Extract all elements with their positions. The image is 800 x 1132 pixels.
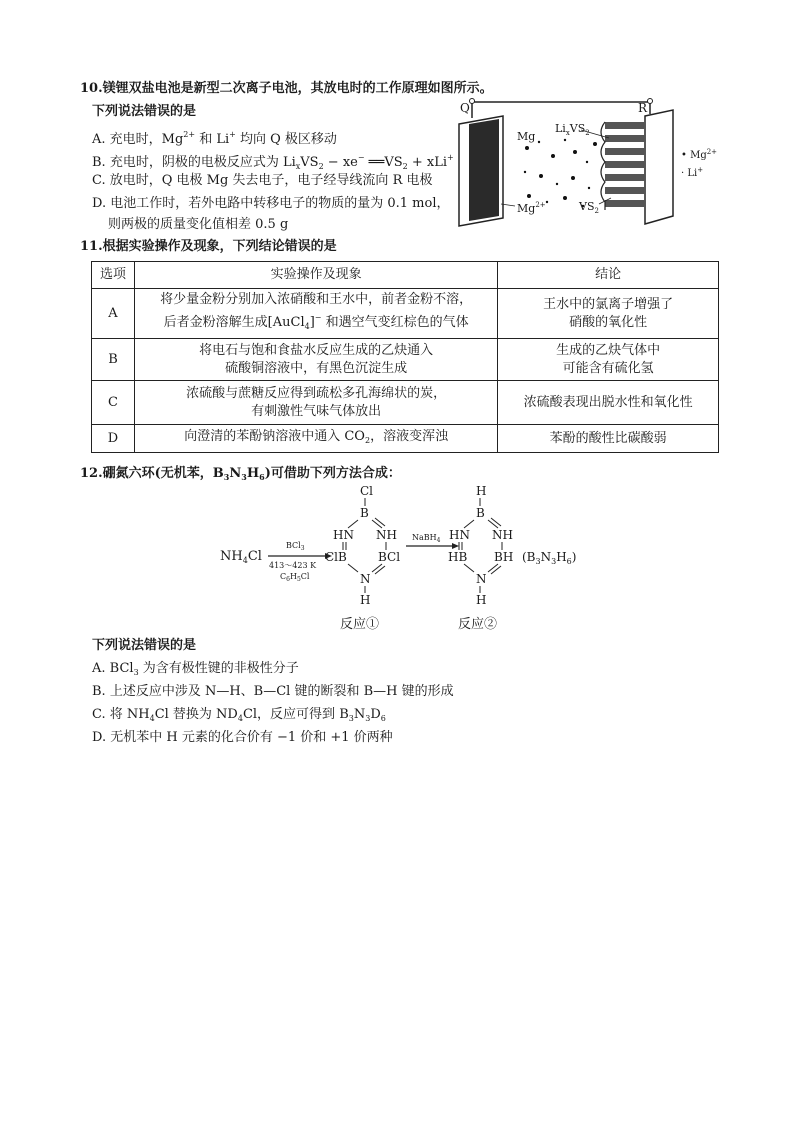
q-label: Q bbox=[460, 101, 470, 115]
q12-stem: 12.硼氮六环(无机苯，$B_3N_3H_6$)可借助下列方法合成： bbox=[80, 466, 401, 482]
row-operation: 向澄清的苯酚钠溶液中通入 $CO_2$，溶液变浑浊 bbox=[134, 425, 497, 453]
svg-text:H: H bbox=[476, 593, 487, 607]
q12-prompt: 下列说法错误的是 bbox=[92, 638, 197, 653]
synthesis-scheme bbox=[210, 482, 590, 632]
row-option: D bbox=[92, 425, 135, 453]
q12-option-c: C. 将 $NH_4Cl$ 替换为 $ND_4Cl$，反应可得到 $B_3N_3D_6$ bbox=[92, 707, 386, 723]
header-option: 选项 bbox=[92, 262, 135, 289]
reagent-nabh4: NaBH$_4$ bbox=[412, 533, 441, 544]
r-terminal bbox=[648, 99, 653, 104]
row-option: B bbox=[92, 339, 135, 381]
row-conclusion: 王水中的氯离子增强了 硝酸的氧化性 bbox=[498, 289, 719, 339]
ring1-trichloroborazine bbox=[325, 484, 400, 607]
row-operation: 将电石与饱和食盐水反应生成的乙炔通入 硫酸铜溶液中，有黑色沉淀生成 bbox=[134, 339, 497, 381]
lixvs2-label: $Li_xVS_2$ bbox=[555, 122, 590, 137]
vs2-layers bbox=[601, 122, 645, 210]
reagent-bcl3: BCl$_3$ bbox=[286, 541, 305, 552]
q12-option-a: A. BCl$_3$ 为含有极性键的非极性分子 bbox=[92, 661, 299, 677]
svg-text:Cl: Cl bbox=[360, 484, 374, 498]
reaction2-label: 反应② bbox=[458, 617, 498, 632]
legend-li: · Li+ bbox=[681, 166, 704, 179]
row-conclusion: 生成的乙炔气体中 可能含有硫化氢 bbox=[498, 339, 719, 381]
svg-text:HB: HB bbox=[448, 550, 468, 564]
row-operation: 将少量金粉分别加入浓硝酸和王水中，前者金粉不溶， 后者金粉溶解生成[AuCl$_4$]− 和遇空气变红棕色的气体 bbox=[134, 289, 497, 339]
svg-text:H: H bbox=[360, 593, 371, 607]
q11-stem: 11.根据实验操作及现象，下列结论错误的是 bbox=[80, 239, 337, 254]
row-operation: 浓硫酸与蔗糖反应得到疏松多孔海绵状的炭， 有刺激性气味气体放出 bbox=[134, 381, 497, 425]
svg-text:H: H bbox=[476, 484, 487, 498]
svg-text:NH: NH bbox=[376, 528, 397, 542]
mg2-bottom-label: $Mg^{2+}$ bbox=[517, 201, 546, 215]
header-conclusion: 结论 bbox=[498, 262, 719, 289]
reagent-temperature: 413～423 K bbox=[269, 561, 317, 570]
q10-prompt: 下列说法错误的是 bbox=[92, 104, 197, 119]
row-conclusion: 苯酚的酸性比碳酸弱 bbox=[498, 425, 719, 453]
svg-text:B: B bbox=[476, 506, 485, 520]
legend-mg: • $Mg^{2+}$ bbox=[681, 148, 718, 161]
table-row bbox=[92, 339, 719, 381]
table-row bbox=[92, 289, 719, 339]
svg-text:NH: NH bbox=[492, 528, 513, 542]
svg-text:B: B bbox=[360, 506, 369, 520]
q-terminal bbox=[470, 99, 475, 104]
r-electrode-frame bbox=[645, 110, 673, 224]
battery-diagram bbox=[455, 92, 725, 242]
svg-text:HN: HN bbox=[333, 528, 354, 542]
svg-text:ClB: ClB bbox=[325, 550, 347, 564]
row-option: A bbox=[92, 289, 135, 339]
ion-dots bbox=[524, 139, 597, 207]
q11-table bbox=[91, 261, 719, 453]
q10-option-d: D. 电池工作时，若外电路中转移电子的物质的量为 0.1 mol， bbox=[92, 196, 450, 211]
product-formula: $(B_3N_3H_6)$ bbox=[522, 550, 577, 566]
mg-electrode bbox=[469, 119, 499, 221]
mg-label: Mg bbox=[517, 130, 536, 143]
nh4cl-label: $NH_4Cl$ bbox=[220, 549, 262, 565]
row-option: C bbox=[92, 381, 135, 425]
r-label: R bbox=[638, 101, 648, 115]
vs2-bottom-label: $VS_2$ bbox=[579, 200, 599, 215]
q10-option-b: B. 充电时，阴极的电极反应式为 $Li_xVS_2 - xe^-$ $══VS_2 + xLi^+$ bbox=[92, 153, 454, 171]
reaction1-label: 反应① bbox=[340, 617, 380, 632]
row-conclusion: 浓硫酸表现出脱水性和氧化性 bbox=[498, 381, 719, 425]
svg-text:BCl: BCl bbox=[378, 550, 401, 564]
q10-option-a: A. 充电时，$Mg^{2+}$ 和 Li+ 均向 Q 极区移动 bbox=[92, 130, 337, 147]
table-row bbox=[92, 381, 719, 425]
svg-text:BH: BH bbox=[494, 550, 514, 564]
q10-option-d-cont: 则两极的质量变化值相差 0.5 g bbox=[108, 217, 289, 232]
header-operation: 实验操作及现象 bbox=[134, 262, 497, 289]
table-header-row bbox=[92, 262, 719, 289]
q10-stem: 10.镁锂双盐电池是新型二次离子电池，其放电时的工作原理如图所示。 bbox=[80, 81, 493, 96]
table-row bbox=[92, 425, 719, 453]
svg-text:N: N bbox=[360, 572, 371, 586]
q10-option-c: C. 放电时，Q 电极 Mg 失去电子，电子经导线流向 R 电极 bbox=[92, 173, 433, 188]
reagent-solvent: $C_6H_5Cl$ bbox=[280, 572, 310, 583]
q12-option-b: B. 上述反应中涉及 N—H、B—Cl 键的断裂和 B—H 键的形成 bbox=[92, 684, 454, 699]
q12-option-d: D. 无机苯中 H 元素的化合价有 −1 价和 +1 价两种 bbox=[92, 730, 393, 745]
svg-text:HN: HN bbox=[449, 528, 470, 542]
svg-text:N: N bbox=[476, 572, 487, 586]
